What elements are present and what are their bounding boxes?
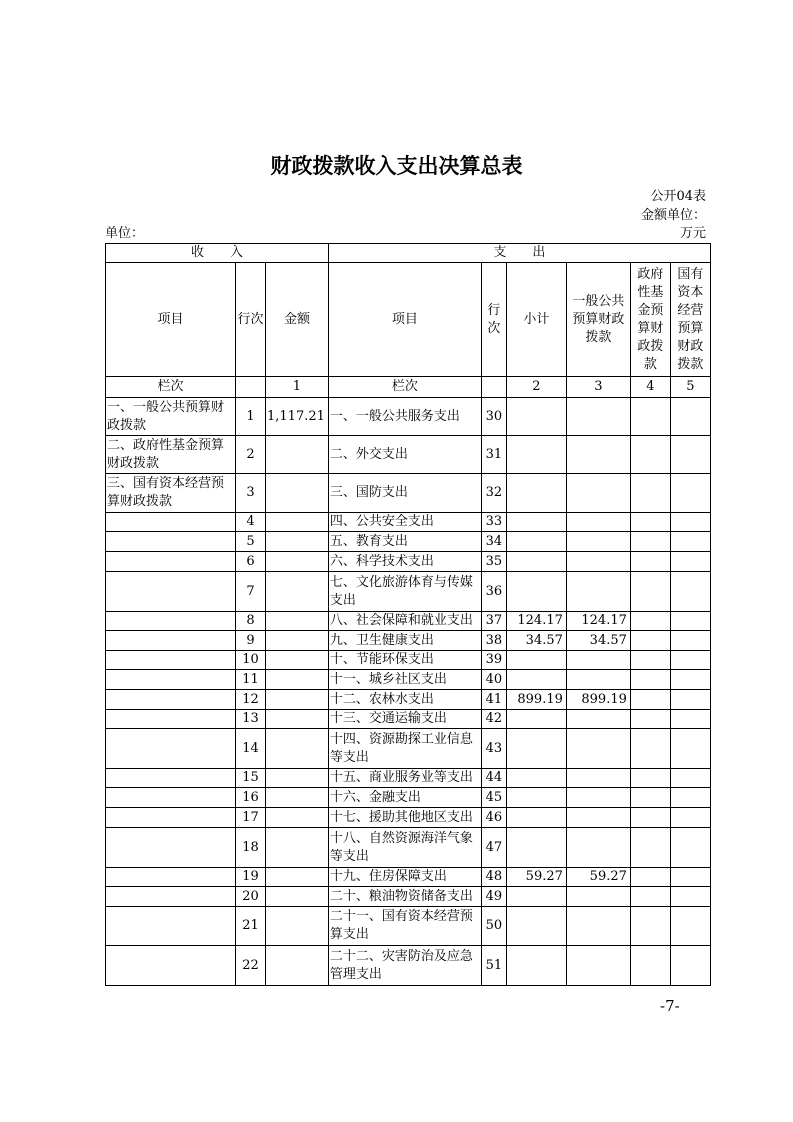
- table-row: [106, 436, 711, 474]
- cell-gen: [566, 532, 630, 552]
- cell-in-no: 13: [236, 710, 266, 729]
- cell-sub: [506, 808, 566, 828]
- table-row: [106, 946, 711, 986]
- cell-gen: [566, 474, 630, 513]
- cell-in-amt: [266, 631, 329, 651]
- cell-in-amt: [266, 572, 329, 612]
- cell-soe: [670, 572, 710, 612]
- cell-soe: [670, 868, 710, 887]
- cell-in-amt: [266, 513, 329, 532]
- cell-in-amt: [266, 670, 329, 690]
- cell-in-no: 17: [236, 808, 266, 828]
- cell-in-no: 15: [236, 769, 266, 788]
- cell-ex-item: 六、科学技术支出: [328, 552, 481, 572]
- cell-in-amt: [266, 769, 329, 788]
- cell-in-no: 21: [236, 907, 266, 946]
- cell-gf: [630, 631, 670, 651]
- cell-soe: [670, 808, 710, 828]
- cell-gf: [630, 907, 670, 946]
- cell-gf: [630, 532, 670, 552]
- cell-gf: [630, 612, 670, 631]
- cell-ex-item: 一、一般公共服务支出: [328, 398, 481, 436]
- cell-gf: [630, 788, 670, 808]
- table-row: [106, 513, 711, 532]
- table-row: [106, 474, 711, 513]
- cell-in-item: [106, 532, 236, 552]
- col-row-no: 行次: [236, 263, 266, 377]
- cell-gen: [566, 436, 630, 474]
- cell-gf: [630, 572, 670, 612]
- cell-gf: [630, 651, 670, 670]
- cell-soe: [670, 552, 710, 572]
- cell-ex-item: 二十二、灾害防治及应急管理支出: [328, 946, 481, 986]
- cell-gf: [630, 729, 670, 769]
- cell-sub: [506, 946, 566, 986]
- cell-sub: [506, 398, 566, 436]
- cell-in-no: 1: [236, 398, 266, 436]
- cell-soe: [670, 946, 710, 986]
- cell-ex-item: 七、文化旅游体育与传媒支出: [328, 572, 481, 612]
- cell-in-amt: [266, 612, 329, 631]
- cell-gen: [566, 398, 630, 436]
- cell-in-no: 11: [236, 670, 266, 690]
- cell-in-item: 三、国有资本经营预算财政拨款: [106, 474, 236, 513]
- cell-soe: [670, 769, 710, 788]
- cell-ex-item: 十六、金融支出: [328, 788, 481, 808]
- cell-sub: [506, 788, 566, 808]
- col-subtotal: 小计: [506, 263, 566, 377]
- cell-soe: [670, 513, 710, 532]
- cell-in-amt: [266, 907, 329, 946]
- cell-ex-item: 十四、资源勘探工业信息等支出: [328, 729, 481, 769]
- cell-ex-no: 37: [481, 612, 506, 631]
- cell-ex-no: 34: [481, 532, 506, 552]
- cell-gf: [630, 552, 670, 572]
- table-row: [106, 552, 711, 572]
- cell-ex-no: 35: [481, 552, 506, 572]
- cell-gf: [630, 868, 670, 887]
- cell-in-item: [106, 631, 236, 651]
- cell-in-amt: [266, 436, 329, 474]
- cell-in-no: 10: [236, 651, 266, 670]
- cell-gf: [630, 398, 670, 436]
- col-num-1: 1: [266, 377, 329, 398]
- budget-table: [105, 243, 711, 986]
- unit-label: 单位：: [105, 226, 145, 241]
- cell-gen: [566, 828, 630, 868]
- col-row-no: 行次: [481, 263, 506, 377]
- cell-sub: 34.57: [506, 631, 566, 651]
- cell-gf: [630, 769, 670, 788]
- col-item: 项目: [106, 263, 236, 377]
- cell-in-no: 8: [236, 612, 266, 631]
- cell-sub: [506, 887, 566, 907]
- amount-unit-label: 金额单位：: [640, 208, 706, 223]
- cell-in-item: [106, 612, 236, 631]
- cell-in-no: 9: [236, 631, 266, 651]
- cell-ex-item: 四、公共安全支出: [328, 513, 481, 532]
- cell-in-item: [106, 572, 236, 612]
- cell-ex-item: 五、教育支出: [328, 532, 481, 552]
- table-row: [106, 631, 711, 651]
- cell-soe: [670, 907, 710, 946]
- cell-sub: [506, 729, 566, 769]
- cell-sub: [506, 828, 566, 868]
- cell-ex-item: 十、节能环保支出: [328, 651, 481, 670]
- cell-ex-item: 二十一、国有资本经营预算支出: [328, 907, 481, 946]
- table-row: [106, 532, 711, 552]
- cell-ex-no: 36: [481, 572, 506, 612]
- cell-in-no: 16: [236, 788, 266, 808]
- cell-ex-no: 45: [481, 788, 506, 808]
- income-header: 收 入: [106, 244, 329, 263]
- cell-in-item: [106, 788, 236, 808]
- cell-gf: [630, 436, 670, 474]
- cell-ex-item: 十三、交通运输支出: [328, 710, 481, 729]
- cell-in-item: 一、一般公共预算财政拨款: [106, 398, 236, 436]
- cell-in-item: [106, 769, 236, 788]
- cell-gf: [630, 828, 670, 868]
- cell-soe: [670, 474, 710, 513]
- cell-in-amt: [266, 474, 329, 513]
- cell-gen: 124.17: [566, 612, 630, 631]
- col-gov-fund: 政府性基金预算财政拨款: [630, 263, 670, 377]
- cell-soe: [670, 729, 710, 769]
- cell-soe: [670, 788, 710, 808]
- cell-gf: [630, 710, 670, 729]
- cell-gf: [630, 690, 670, 710]
- cell-in-no: 19: [236, 868, 266, 887]
- cell-in-amt: [266, 788, 329, 808]
- cell-ex-no: 51: [481, 946, 506, 986]
- cell-in-item: [106, 670, 236, 690]
- cell-in-amt: [266, 552, 329, 572]
- cell-ex-item: 二十、粮油物资储备支出: [328, 887, 481, 907]
- col-num-3: 3: [566, 377, 630, 398]
- cell-sub: 124.17: [506, 612, 566, 631]
- cell-sub: [506, 572, 566, 612]
- cell-gf: [630, 946, 670, 986]
- cell-gen: [566, 710, 630, 729]
- cell-in-amt: [266, 887, 329, 907]
- cell-sub: [506, 474, 566, 513]
- cell-in-amt: [266, 651, 329, 670]
- cell-gf: [630, 887, 670, 907]
- cell-gen: [566, 513, 630, 532]
- cell-in-no: 18: [236, 828, 266, 868]
- cell-sub: [506, 907, 566, 946]
- table-row: [106, 769, 711, 788]
- cell-in-amt: [266, 729, 329, 769]
- cell-gen: [566, 729, 630, 769]
- cell-in-no: 20: [236, 887, 266, 907]
- cell-sub: [506, 769, 566, 788]
- cell-gf: [630, 670, 670, 690]
- cell-gen: [566, 907, 630, 946]
- cell-in-item: [106, 946, 236, 986]
- cell-gen: [566, 651, 630, 670]
- cell-gf: [630, 808, 670, 828]
- cell-sub: [506, 513, 566, 532]
- cell-gf: [630, 513, 670, 532]
- cell-gen: [566, 946, 630, 986]
- cell-gen: [566, 788, 630, 808]
- form-code: 公开04表: [650, 189, 706, 204]
- cell-in-item: [106, 907, 236, 946]
- cell-sub: [506, 436, 566, 474]
- cell-ex-no: 33: [481, 513, 506, 532]
- table-row: [106, 670, 711, 690]
- cell-sub: [506, 552, 566, 572]
- col-label: 栏次: [106, 377, 236, 398]
- col-num-4: 4: [630, 377, 670, 398]
- col-num-5: 5: [670, 377, 710, 398]
- cell-ex-no: 48: [481, 868, 506, 887]
- cell-sub: [506, 532, 566, 552]
- cell-soe: [670, 828, 710, 868]
- cell-gen: 34.57: [566, 631, 630, 651]
- cell-ex-item: 十一、城乡社区支出: [328, 670, 481, 690]
- table-row: [106, 690, 711, 710]
- table-row: [106, 572, 711, 612]
- cell-in-item: [106, 690, 236, 710]
- cell-in-no: 4: [236, 513, 266, 532]
- cell-ex-no: 47: [481, 828, 506, 868]
- col-soe: 国有资本经营预算财政拨款: [670, 263, 710, 377]
- cell-sub: [506, 670, 566, 690]
- cell-in-no: 22: [236, 946, 266, 986]
- cell-soe: [670, 631, 710, 651]
- cell-in-no: 14: [236, 729, 266, 769]
- cell-in-item: [106, 868, 236, 887]
- expense-header: 支 出: [328, 244, 710, 263]
- cell-soe: [670, 651, 710, 670]
- table-row: [106, 868, 711, 887]
- cell-in-item: [106, 513, 236, 532]
- cell-in-item: [106, 828, 236, 868]
- cell-in-item: 二、政府性基金预算财政拨款: [106, 436, 236, 474]
- cell-gf: [630, 474, 670, 513]
- cell-ex-item: 三、国防支出: [328, 474, 481, 513]
- cell-in-amt: 1,117.21: [266, 398, 329, 436]
- cell-ex-item: 八、社会保障和就业支出: [328, 612, 481, 631]
- cell-in-amt: [266, 946, 329, 986]
- cell-ex-no: 49: [481, 887, 506, 907]
- col-num-2: 2: [506, 377, 566, 398]
- cell-in-amt: [266, 868, 329, 887]
- cell-ex-no: 41: [481, 690, 506, 710]
- cell-soe: [670, 710, 710, 729]
- table-row: [106, 808, 711, 828]
- cell-gen: [566, 769, 630, 788]
- table-row: [106, 788, 711, 808]
- col-general: 一般公共预算财政拨款: [566, 263, 630, 377]
- cell-ex-no: 40: [481, 670, 506, 690]
- cell-in-amt: [266, 532, 329, 552]
- cell-gen: [566, 670, 630, 690]
- cell-soe: [670, 887, 710, 907]
- cell-ex-item: 十二、农林水支出: [328, 690, 481, 710]
- cell-sub: [506, 651, 566, 670]
- cell-gen: 899.19: [566, 690, 630, 710]
- cell-ex-no: 42: [481, 710, 506, 729]
- cell-sub: 899.19: [506, 690, 566, 710]
- amount-unit: 万元: [679, 226, 706, 241]
- cell-in-item: [106, 651, 236, 670]
- cell-in-no: 5: [236, 532, 266, 552]
- cell-in-item: [106, 710, 236, 729]
- cell-in-no: 2: [236, 436, 266, 474]
- cell-soe: [670, 532, 710, 552]
- cell-ex-no: 43: [481, 729, 506, 769]
- cell-in-item: [106, 729, 236, 769]
- cell-ex-no: 31: [481, 436, 506, 474]
- page-number: -7-: [660, 997, 680, 1015]
- cell-sub: [506, 710, 566, 729]
- table-row: [106, 612, 711, 631]
- table-row: [106, 828, 711, 868]
- cell-soe: [670, 612, 710, 631]
- table-row: [106, 398, 711, 436]
- cell-ex-item: 十八、自然资源海洋气象等支出: [328, 828, 481, 868]
- cell-ex-no: 38: [481, 631, 506, 651]
- cell-ex-item: 十五、商业服务业等支出: [328, 769, 481, 788]
- cell-in-no: 6: [236, 552, 266, 572]
- cell-soe: [670, 670, 710, 690]
- cell-ex-item: 十七、援助其他地区支出: [328, 808, 481, 828]
- table-row: [106, 710, 711, 729]
- cell-ex-no: 39: [481, 651, 506, 670]
- table-row: [106, 729, 711, 769]
- cell-ex-no: 30: [481, 398, 506, 436]
- cell-in-amt: [266, 710, 329, 729]
- cell-ex-no: 32: [481, 474, 506, 513]
- table-row: [106, 651, 711, 670]
- cell-in-item: [106, 808, 236, 828]
- cell-soe: [670, 398, 710, 436]
- cell-soe: [670, 690, 710, 710]
- cell-in-no: 3: [236, 474, 266, 513]
- cell-gen: [566, 887, 630, 907]
- cell-in-item: [106, 552, 236, 572]
- cell-ex-no: 44: [481, 769, 506, 788]
- cell-in-item: [106, 887, 236, 907]
- cell-soe: [670, 436, 710, 474]
- cell-ex-no: 50: [481, 907, 506, 946]
- cell-gen: [566, 808, 630, 828]
- cell-ex-item: 二、外交支出: [328, 436, 481, 474]
- col-label: 栏次: [328, 377, 481, 398]
- table-row: [106, 907, 711, 946]
- col-amount: 金额: [266, 263, 329, 377]
- cell-gen: [566, 552, 630, 572]
- page-title: 财政拨款收入支出决算总表: [270, 153, 523, 178]
- cell-in-no: 7: [236, 572, 266, 612]
- cell-ex-no: 46: [481, 808, 506, 828]
- cell-gen: [566, 572, 630, 612]
- cell-in-amt: [266, 828, 329, 868]
- cell-ex-item: 十九、住房保障支出: [328, 868, 481, 887]
- cell-gen: 59.27: [566, 868, 630, 887]
- cell-in-amt: [266, 690, 329, 710]
- cell-ex-item: 九、卫生健康支出: [328, 631, 481, 651]
- cell-in-no: 12: [236, 690, 266, 710]
- cell-sub: 59.27: [506, 868, 566, 887]
- cell-in-amt: [266, 808, 329, 828]
- col-item: 项目: [328, 263, 481, 377]
- table-row: [106, 887, 711, 907]
